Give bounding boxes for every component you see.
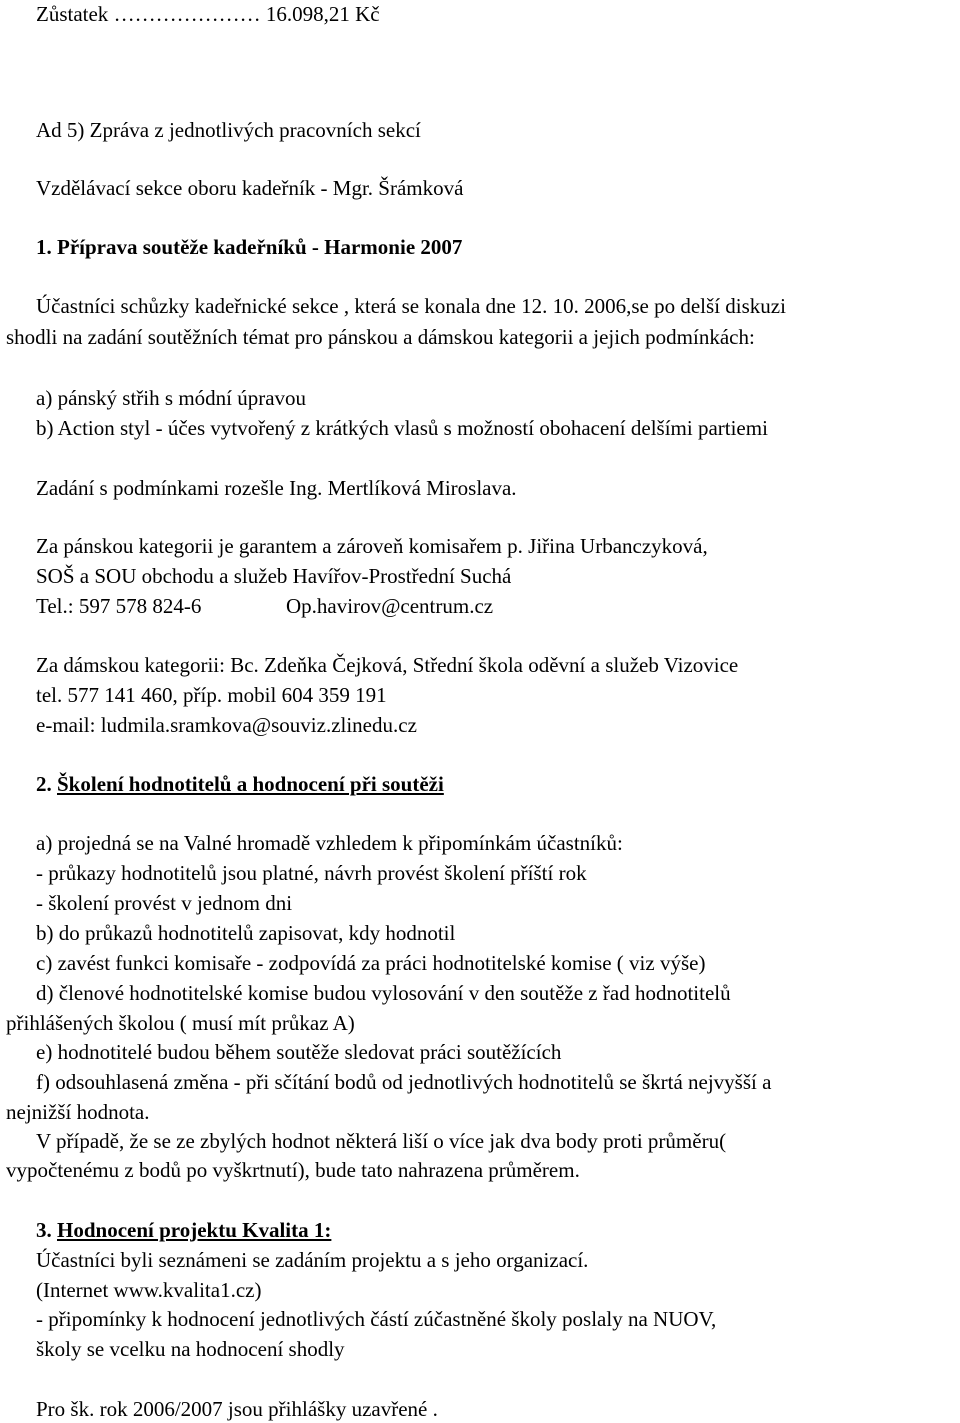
item2-line: a) projedná se na Valné hromadě vzhledem k připomínkám účastníků: [36, 831, 623, 855]
item1-intro-line-1: Účastníci schůzky kadeřnické sekce , která se konala dne 12. 10. 2006,se po delší diskuzi [36, 294, 786, 318]
balance-amount: 16.098,21 Kč [265, 2, 380, 26]
item1-title: Příprava soutěže kadeřníků - Harmonie 2007 [57, 235, 463, 259]
item1-heading [36, 237, 462, 258]
item3-number: 3. [36, 1218, 52, 1242]
item3-heading [36, 1220, 331, 1241]
item1-topic-b: b) Action styl - účes vytvořený z krátkých vlasů s možností obohacení delšími partiemi [36, 416, 768, 440]
item1-number: 1. [36, 235, 52, 259]
item2-line: e) hodnotitelé budou během soutěže sledovat práci soutěžících [36, 1040, 562, 1064]
item2-line: V případě, že se ze zbylých hodnot některá liší o více jak dva body proti průměru( [36, 1129, 727, 1153]
item1-men-phone: Tel.: 597 578 824-6 [36, 594, 202, 618]
balance-dots: ………………… [113, 2, 261, 26]
item1-women-line-3: e-mail: ludmila.sramkova@souviz.zlinedu.cz [36, 713, 417, 737]
item1-women-line-2: tel. 577 141 460, příp. mobil 604 359 191 [36, 683, 387, 707]
item2-line: přihlášených školou ( musí mít průkaz A) [6, 1011, 355, 1035]
item3-line: (Internet www.kvalita1.cz) [36, 1278, 262, 1302]
item3-line: školy se vcelku na hodnocení shodly [36, 1337, 345, 1361]
item2-line: - průkazy hodnotitelů jsou platné, návrh provést školení příští rok [36, 861, 587, 885]
item1-topic-a: a) pánský střih s módní úpravou [36, 386, 307, 410]
item2-line: b) do průkazů hodnotitelů zapisovat, kdy hodnotil [36, 921, 456, 945]
item1-intro-line-2: shodli na zadání soutěžních témat pro pánskou a dámskou kategorii a jejich podmínkách: [6, 325, 755, 349]
item1-men-line-2: SOŠ a SOU obchodu a služeb Havířov-Prostřední Suchá [36, 564, 512, 588]
item3-line: - připomínky k hodnocení jednotlivých částí zúčastněné školy poslaly na NUOV, [36, 1307, 717, 1331]
item3-title: Hodnocení projektu Kvalita 1: [57, 1218, 332, 1242]
item1-men-line-1: Za pánskou kategorii je garantem a zároveň komisařem p. Jiřina Urbanczyková, [36, 534, 708, 558]
item2-line: d) členové hodnotitelské komise budou vylosování v den soutěže z řad hodnotitelů [36, 981, 731, 1005]
item2-line: - školení provést v jednom dni [36, 891, 293, 915]
item1-distribution: Zadání s podmínkami rozešle Ing. Mertlíková Miroslava. [36, 476, 517, 500]
item2-number: 2. [36, 772, 52, 796]
item2-line: c) zavést funkci komisaře - zodpovídá za práci hodnotitelské komise ( viz výše) [36, 951, 706, 975]
item1-women-line-1: Za dámskou kategorii: Bc. Zdeňka Čejková, Střední škola oděvní a služeb Vizovice [36, 653, 739, 677]
balance-label: Zůstatek [36, 2, 109, 26]
item2-heading [36, 774, 444, 795]
item2-line: vypočtenému z bodů po vyškrtnutí), bude tato nahrazena průměrem. [6, 1158, 580, 1182]
item1-men-email: Op.havirov@centrum.cz [286, 594, 494, 618]
section-subheading: Vzdělávací sekce oboru kadeřník - Mgr. Šrámková [36, 176, 464, 200]
item2-title: Školení hodnotitelů a hodnocení při soutěži [57, 772, 444, 796]
item3-line: Účastníci byli seznámeni se zadáním projektu a s jeho organizací. [36, 1248, 589, 1272]
item2-line: nejnižší hodnota. [6, 1100, 150, 1124]
item2-line: f) odsouhlasená změna - při sčítání bodů od jednotlivých hodnotitelů se škrtá nejvyšší a [36, 1070, 772, 1094]
closing-note: Pro šk. rok 2006/2007 jsou přihlášky uzavřené . [36, 1397, 438, 1421]
section-heading: Ad 5) Zpráva z jednotlivých pracovních sekcí [36, 118, 421, 142]
balance-line [36, 4, 380, 25]
